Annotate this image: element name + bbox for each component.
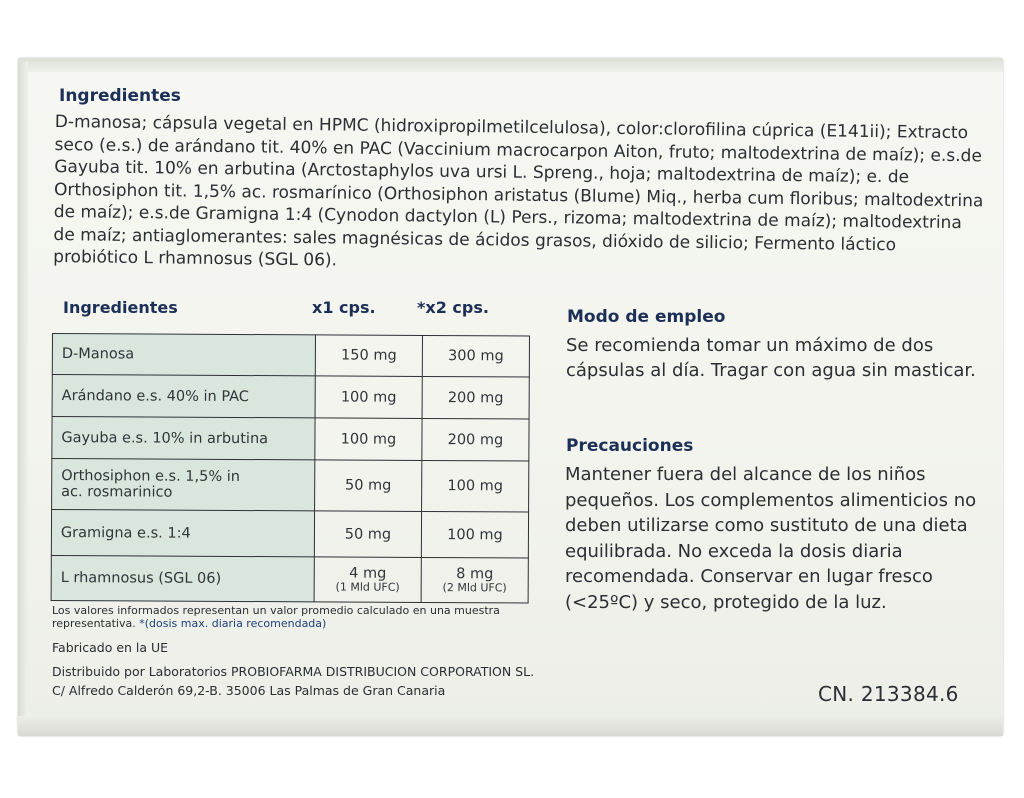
- usage-text: Se recomienda tomar un máximo de dos cápsulas al día. Tragar con agua sin masticar.: [566, 335, 976, 381]
- row-x2-value: 200 mg: [422, 376, 529, 419]
- row-x1-value: 150 mg: [315, 335, 422, 377]
- table-row: [52, 417, 529, 461]
- box-bottom-edge: [18, 716, 1003, 736]
- ingredients-heading: Ingredientes: [59, 86, 181, 106]
- box-left-edge: [18, 62, 28, 732]
- table-row: [52, 375, 529, 419]
- table-header-x2: *x2 cps.: [417, 298, 489, 317]
- row-x2-value: 100 mg: [422, 460, 529, 512]
- row-ingredient-name: Gramigna e.s. 1:4: [51, 510, 314, 557]
- row-ingredient-name: Arándano e.s. 40% in PAC: [52, 375, 315, 418]
- made-in-label: Fabricado en la UE: [52, 640, 169, 655]
- ingredients-text: D-manosa; cápsula vegetal en HPMC (hidroxipropilmetilcelulosa), color:clorofilina cúprica (E141ii); Extracto seco (e.s.) de arándano tit. 40% en PAC (Vaccinium macrocarpon Aiton, fruto; maltodextrina de maíz); e.s.de Gayuba tit. 10% en arbutina (Arctostaphylos uva ursi L. Spreng., hoja; maltodextrina de maíz); e. de Orthosiphon tit. 1,5% ac. rosmarínico (Orthosiphon aristatus (Blume) Miq., herba cum floribus; maltodextrina de maíz); e.s.de Gramigna 1:4 (Cynodon dactylon (L) Pers., rizoma; maltodextrina de maíz); maltodextrina de maíz; antiaglomerantes: sales magnésicas de ácidos grasos, dióxido de silicio; Fermento láctico probiótico L rhamnosus (SGL 06).: [53, 111, 984, 271]
- precautions-text: Mantener fuera del alcance de los niños pequeños. Los complementos alimenticios no deben utilizarse como sustituto de una dieta equilibrada. No exceda la dosis diaria recomendada. Conservar en lugar fresco (<25ºC) y seco, protegido de la luz.: [565, 464, 977, 613]
- ingredients-table: [51, 333, 530, 603]
- row-ingredient-name: Gayuba e.s. 10% in arbutina: [52, 417, 315, 460]
- row-x1-cell: [314, 557, 421, 603]
- row-x1-subvalue: (1 Mld UFC): [335, 580, 400, 594]
- row-ingredient-name: [52, 459, 315, 511]
- table-row: [52, 334, 529, 377]
- row-x1-value: 50 mg: [314, 511, 421, 558]
- table-row: [52, 459, 529, 512]
- row-ingredient-name: D-Manosa: [52, 334, 315, 376]
- row-x1-value: 50 mg: [315, 460, 422, 512]
- row-x1-value: 4 mg: [349, 565, 387, 582]
- usage-heading: Modo de empleo: [567, 307, 726, 327]
- row-x1-value: 100 mg: [315, 418, 422, 461]
- table-header-x1: x1 cps.: [312, 298, 376, 317]
- row-x2-value: 8 mg: [456, 566, 494, 583]
- row-name-line2: ac. rosmarinico: [61, 484, 173, 501]
- table-footnote: [52, 605, 522, 630]
- row-x1-value: 100 mg: [315, 376, 422, 419]
- table-row: [51, 510, 528, 558]
- precautions-heading: Precauciones: [566, 436, 694, 456]
- row-x2-cell: [421, 557, 528, 603]
- table-header-ingredient: Ingredientes: [63, 298, 178, 317]
- footnote-highlight: *(dosis max. diaria recomendada): [139, 616, 327, 630]
- footnote-text: Los valores informados representan un valor promedio calculado en una muestra representativa.: [52, 604, 500, 630]
- row-x2-value: 100 mg: [421, 511, 528, 558]
- row-x2-value: 300 mg: [422, 335, 529, 377]
- box-top-edge: [18, 58, 1003, 72]
- address-label: C/ Alfredo Calderón 69,2-B. 35006 Las Palmas de Gran Canaria: [52, 683, 446, 698]
- cn-code: CN. 213384.6: [818, 682, 959, 706]
- row-x2-value: 200 mg: [422, 418, 529, 461]
- distributor-label: Distribuido por Laboratorios PROBIOFARMA DISTRIBUCION CORPORATION SL.: [52, 664, 535, 679]
- row-x2-subvalue: (2 Mld UFC): [442, 581, 507, 595]
- row-ingredient-name: L rhamnosus (SGL 06): [51, 555, 314, 601]
- row-name-line1: Orthosiphon e.s. 1,5% in: [61, 468, 241, 485]
- table-row: [51, 555, 528, 602]
